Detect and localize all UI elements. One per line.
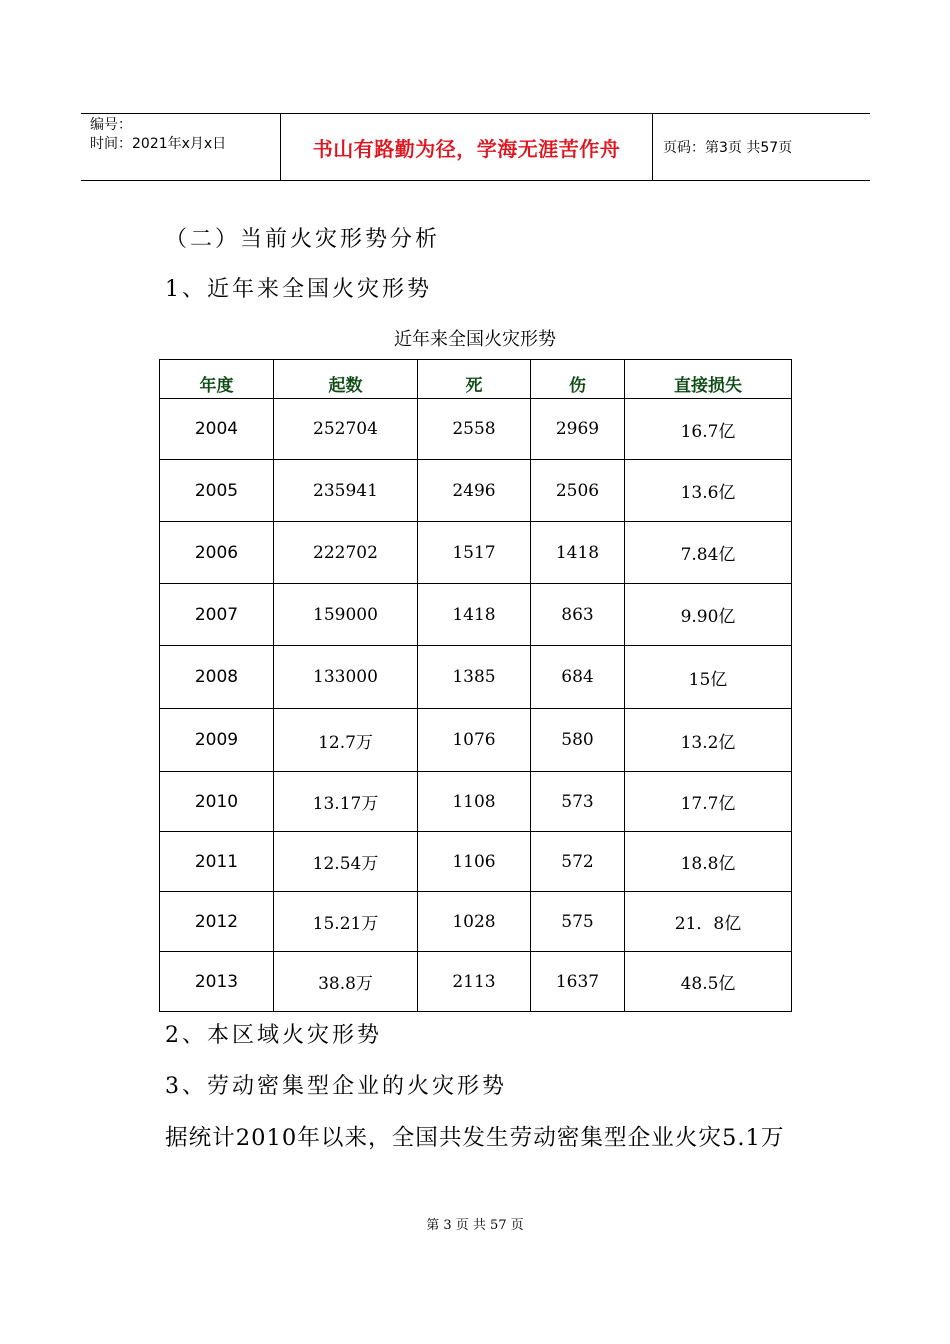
cell-count: 159000 bbox=[274, 584, 418, 646]
cell-count: 133000 bbox=[274, 646, 418, 709]
cell-year: 2008 bbox=[160, 646, 274, 709]
table-row bbox=[160, 772, 792, 832]
cell-injuries: 1418 bbox=[531, 522, 625, 584]
cell-deaths: 1385 bbox=[418, 646, 531, 709]
cell-year: 2006 bbox=[160, 522, 274, 584]
column-header-year: 年度 bbox=[160, 360, 274, 399]
table-row bbox=[160, 892, 792, 952]
section-heading-national: 1、近年来全国火灾形势 bbox=[165, 277, 432, 302]
column-header-count: 起数 bbox=[274, 360, 418, 399]
cell-direct-loss: 18.8亿 bbox=[625, 832, 792, 892]
table-header-row bbox=[160, 360, 792, 399]
cell-count: 12.7万 bbox=[274, 709, 418, 772]
cell-direct-loss: 48.5亿 bbox=[625, 952, 792, 1012]
cell-year: 2012 bbox=[160, 892, 274, 952]
document-time-label: 时间：2021年x月x日 bbox=[90, 136, 227, 152]
cell-injuries: 2506 bbox=[531, 460, 625, 522]
cell-count: 38.8万 bbox=[274, 952, 418, 1012]
table-row bbox=[160, 522, 792, 584]
cell-count: 252704 bbox=[274, 399, 418, 460]
cell-count: 12.54万 bbox=[274, 832, 418, 892]
cell-count: 15.21万 bbox=[274, 892, 418, 952]
cell-injuries: 580 bbox=[531, 709, 625, 772]
document-number-label: 编号： bbox=[90, 117, 132, 133]
table-row bbox=[160, 832, 792, 892]
cell-direct-loss: 17.7亿 bbox=[625, 772, 792, 832]
cell-year: 2009 bbox=[160, 709, 274, 772]
cell-deaths: 1517 bbox=[418, 522, 531, 584]
cell-deaths: 2558 bbox=[418, 399, 531, 460]
section-heading-labor-intensive: 3、劳动密集型企业的火灾形势 bbox=[165, 1074, 507, 1099]
cell-injuries: 2969 bbox=[531, 399, 625, 460]
header-page-info: 页码：第3页 共57页 bbox=[663, 140, 793, 156]
cell-count: 222702 bbox=[274, 522, 418, 584]
header-meta bbox=[81, 114, 281, 180]
cell-year: 2013 bbox=[160, 952, 274, 1012]
table-row bbox=[160, 399, 792, 460]
table-row bbox=[160, 952, 792, 1012]
cell-deaths: 1076 bbox=[418, 709, 531, 772]
table-row bbox=[160, 709, 792, 772]
cell-year: 2005 bbox=[160, 460, 274, 522]
cell-injuries: 572 bbox=[531, 832, 625, 892]
cell-injuries: 573 bbox=[531, 772, 625, 832]
cell-deaths: 1106 bbox=[418, 832, 531, 892]
table-row bbox=[160, 584, 792, 646]
cell-injuries: 863 bbox=[531, 584, 625, 646]
cell-year: 2007 bbox=[160, 584, 274, 646]
section-heading-regional: 2、本区域火灾形势 bbox=[165, 1023, 382, 1048]
cell-injuries: 575 bbox=[531, 892, 625, 952]
table-row bbox=[160, 646, 792, 709]
cell-direct-loss: 9.90亿 bbox=[625, 584, 792, 646]
cell-count: 13.17万 bbox=[274, 772, 418, 832]
table-title: 近年来全国火灾形势 bbox=[394, 329, 556, 350]
cell-injuries: 684 bbox=[531, 646, 625, 709]
cell-deaths: 1108 bbox=[418, 772, 531, 832]
page-footer: 第 3 页 共 57 页 bbox=[426, 1218, 524, 1233]
cell-deaths: 1028 bbox=[418, 892, 531, 952]
cell-deaths: 2496 bbox=[418, 460, 531, 522]
cell-direct-loss: 15亿 bbox=[625, 646, 792, 709]
cell-year: 2004 bbox=[160, 399, 274, 460]
cell-year: 2010 bbox=[160, 772, 274, 832]
column-header-injuries: 伤 bbox=[531, 360, 625, 399]
column-header-direct-loss: 直接损失 bbox=[625, 360, 792, 399]
cell-injuries: 1637 bbox=[531, 952, 625, 1012]
document-header bbox=[81, 113, 870, 181]
cell-direct-loss: 13.6亿 bbox=[625, 460, 792, 522]
table-row bbox=[160, 460, 792, 522]
cell-direct-loss: 13.2亿 bbox=[625, 709, 792, 772]
header-motto: 书山有路勤为径，学海无涯苦作舟 bbox=[281, 114, 653, 180]
cell-direct-loss: 21．8亿 bbox=[625, 892, 792, 952]
cell-deaths: 2113 bbox=[418, 952, 531, 1012]
cell-year: 2011 bbox=[160, 832, 274, 892]
column-header-deaths: 死 bbox=[418, 360, 531, 399]
cell-deaths: 1418 bbox=[418, 584, 531, 646]
fire-statistics-table bbox=[159, 359, 792, 1012]
section-heading-analysis: （二）当前火灾形势分析 bbox=[165, 227, 441, 252]
cell-direct-loss: 16.7亿 bbox=[625, 399, 792, 460]
body-paragraph: 据统计2010年以来，全国共发生劳动密集型企业火灾5.1万 bbox=[165, 1125, 785, 1151]
cell-count: 235941 bbox=[274, 460, 418, 522]
cell-direct-loss: 7.84亿 bbox=[625, 522, 792, 584]
